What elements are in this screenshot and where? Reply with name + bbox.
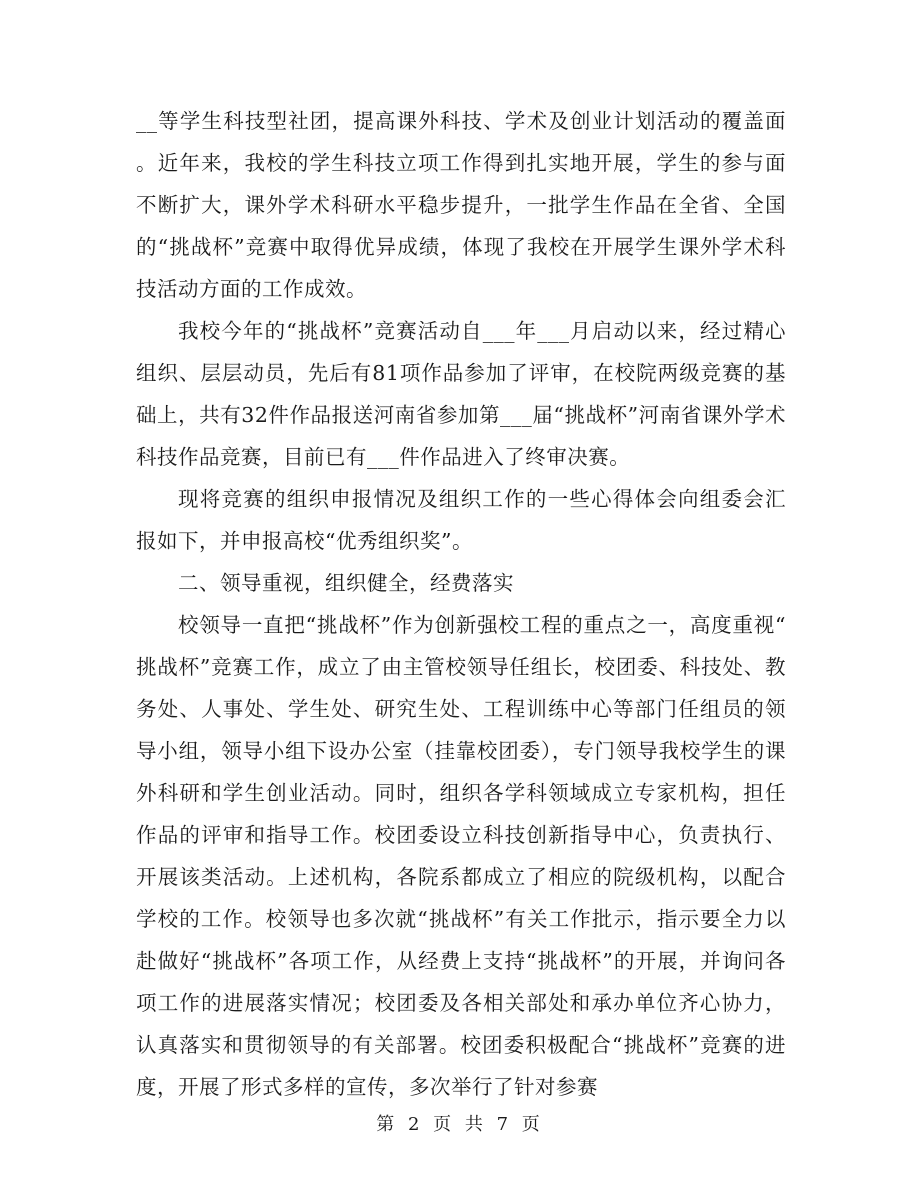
paragraph-competition-overview: 我校今年的“挑战杯”竞赛活动自___年___月启动以来，经过精心组织、层层动员，先后有81项作品参加了评审，在校院两级竞赛的基础上，共有32件作品报送河南省参加第___届“挑战杯”河南省课外学术科技作品竞赛，目前已有___件作品进入了终审决赛。: [136, 319, 786, 469]
document-body: [136, 100, 786, 1108]
paragraph-report-intro: 现将竞赛的组织申报情况及组织工作的一些心得体会向组委会汇报如下，并申报高校“优秀组织奖”。: [136, 487, 786, 553]
paragraph-continuation: __等学生科技型社团，提高课外科技、学术及创业计划活动的覆盖面。近年来，我校的学生科技立项工作得到扎实地开展，学生的参与面不断扩大，课外学术科研水平稳步提升，一批学生作品在全省、全国的“挑战杯”竞赛中取得优异成绩，体现了我校在开展学生课外学术科技活动方面的工作成效。: [136, 109, 786, 301]
section-heading: 二、领导重视，组织健全，经费落实: [178, 571, 514, 595]
page-number-footer: 第 2 页 共 7 页: [376, 1114, 544, 1135]
paragraph-leadership: 校领导一直把“挑战杯”作为创新强校工程的重点之一，高度重视“挑战杯”竞赛工作，成立了由主管校领导任组长，校团委、科技处、教务处、人事处、学生处、研究生处、工程训练中心等部门任组员的领导小组，领导小组下设办公室（挂靠校团委），专门领导我校学生的课外科研和学生创业活动。同时，组织各学科领域成立专家机构，担任作品的评审和指导工作。校团委设立科技创新指导中心，负责执行、开展该类活动。上述机构，各院系都成立了相应的院级机构，以配合学校的工作。校领导也多次就“挑战杯”有关工作批示，指示要全力以赴做好“挑战杯”各项工作，从经费上支持“挑战杯”的开展，并询问各项工作的进展落实情况；校团委及各相关部处和承办单位齐心协力，认真落实和贯彻领导的有关部署。校团委积极配合“挑战杯”竞赛的进度，开展了形式多样的宣传，多次举行了针对参赛: [136, 613, 786, 1099]
